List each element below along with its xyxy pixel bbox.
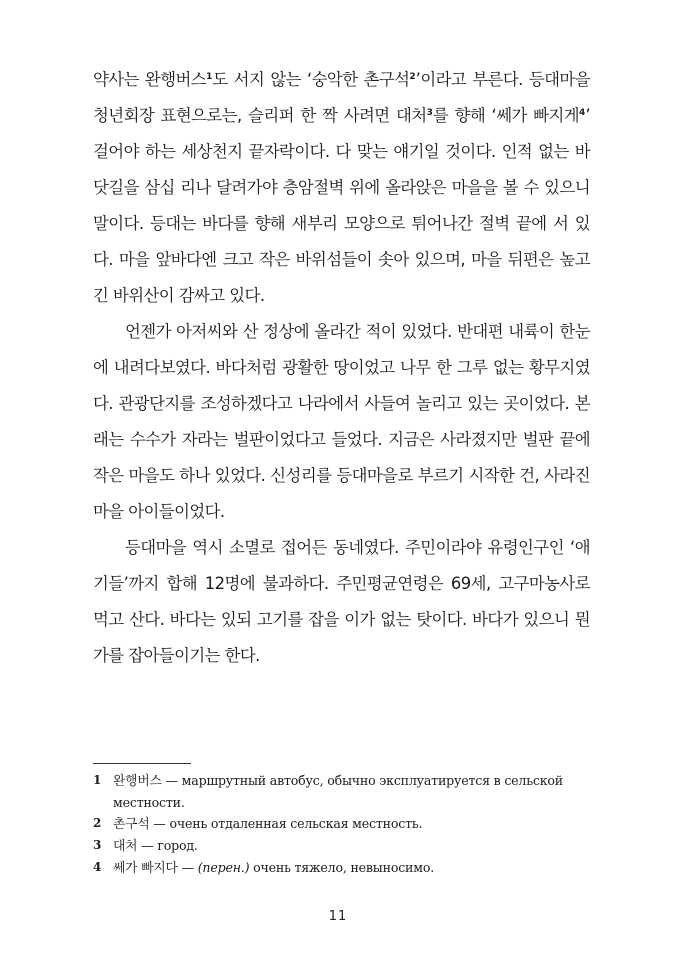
paragraph-text: 를 향해 ‘쎄가 빠지게 [432,106,580,125]
footnote-reference[interactable]: 3 [426,108,433,118]
footnote-term: 대처 [113,839,138,854]
footnotes-section [93,770,593,879]
footnote-dash: — [149,816,170,831]
footnote-reference[interactable]: 1 [206,72,213,82]
paragraph-text: ’ 걸어야 하는 세상천지 끝자락이다. 다 맞는 얘기일 것이다. 인적 없는 바닷길을 삼십 리나 달려가야 층암절벽 위에 올라앉은 마을을 볼 수 있으니 말이다. 등대는 바다를 향해 새부리 모양으로 튀어나간 절벽 끝에 서 있다. 마을 앞바다엔 크고 작은 바위섬들이 솟아 있으며, 마을 뒤편은 높고 긴 바위산이 감싸고 있다. [93,106,590,305]
footnote-dash: — [161,773,182,788]
page-number: 11 [328,909,348,924]
footnote-definition: город. [157,838,198,853]
footnote-dash: — [177,860,198,875]
paragraph [93,314,590,530]
footnote-number: 3 [93,838,102,852]
footnote-number: 2 [93,816,102,830]
paragraph-text: 도 서지 않는 ‘숭악한 촌구석 [212,70,410,89]
body-text-block [93,62,590,674]
paragraph-text: 약사는 완행버스 [93,70,207,89]
footnote-item [93,835,593,857]
footnote-item [93,857,593,879]
footnote-dash: — [137,838,158,853]
paragraph [93,62,590,314]
footnote-body [113,813,593,835]
footnote-reference[interactable]: 4 [579,108,586,118]
footnote-definition: маршрутный автобус, обычно эксплуатируется в сельской местности. [113,773,563,810]
paragraph-text: 언젠가 아저씨와 산 정상에 올라간 적이 있었다. 반대편 내륙이 한눈에 내려다보였다. 바다처럼 광활한 땅이었고 나무 한 그루 없는 황무지였다. 관광단지를 조성하겠다고 나라에서 사들여 놀리고 있는 곳이었다. 본래는 수수가 자라는 벌판이었다고 들었다. 지금은 사라졌지만 벌판 끝에 작은 마을도 하나 있었다. 신성리를 등대마을로 부르기 시작한 건, 사라진 마을 아이들이었다. [93,322,590,521]
footnote-term: 촌구석 [113,817,150,832]
footnote-definition: очень тяжело, невыносимо. [249,860,435,875]
footnote-body [113,857,593,879]
paragraph-text: ’이라고 부른다. 등대마을 청년회장 표현으로는, 슬리퍼 한 짝 사려면 대처 [93,70,590,125]
footnote-item [93,813,593,835]
footnote-term: 쎄가 빠지다 [113,861,178,876]
footnote-italic-note: (перен.) [197,860,250,875]
footnote-body [113,770,593,813]
main-text [93,62,590,674]
footnote-term: 완행버스 [113,774,162,789]
paragraph [93,530,590,674]
footnote-reference[interactable]: 2 [409,72,416,82]
paragraph-text: 등대마을 역시 소멸로 접어든 동네였다. 주민이라야 유령인구인 ‘애기들’까지 합해 12명에 불과하다. 주민평균연령은 69세, 고구마농사로 먹고 산다. 바다는 있되 고기를 잡을 이가 없는 탓이다. 바다가 있으니 뭔가를 잡아들이기는 한다. [93,538,590,665]
footnote-definition: очень отдаленная сельская местность. [169,816,423,831]
footnote-number: 4 [93,860,102,874]
footnote-number: 1 [93,773,102,787]
footnote-body [113,835,593,857]
footnote-item [93,770,593,813]
footnote-divider [93,763,191,764]
